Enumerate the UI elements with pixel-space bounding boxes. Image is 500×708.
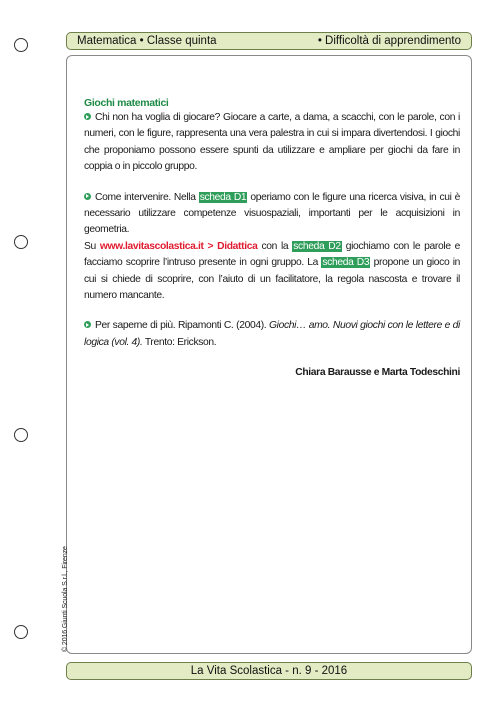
intro-paragraph [84, 110, 460, 176]
bullet-icon [84, 321, 91, 328]
reference-title: Giochi… amo. Nuovi giochi con le lettere e di logica (vol. 4). [84, 320, 461, 348]
online-text-a: Su [84, 240, 96, 252]
page-footer: La Vita Scolastica - n. 9 - 2016 [66, 662, 472, 680]
online-text-d: propone un gioco in cui si chiede di scoprire, con l’aiuto di un facilitatore, la regola nascosta e trovare il numero mancante. [84, 257, 461, 302]
header-subject: Matematica • Classe quinta [77, 35, 217, 47]
reference-publisher: Trento: Erickson. [144, 336, 217, 348]
binder-hole [14, 428, 28, 442]
binder-hole [14, 38, 28, 52]
how-to-text-b: operiamo con le figure una ricerca visiva, in cui è necessario utilizzare competenze visuospaziali, importanti per le acquisizioni in geometria. [84, 191, 461, 236]
website-link[interactable]: www.lavitascolastica.it > Didattica [99, 240, 258, 252]
online-paragraph [84, 239, 460, 305]
how-to-text-a: Come intervenire. Nella [95, 191, 196, 203]
author-signature: Chiara Barausse e Marta Todeschini [295, 367, 460, 379]
bullet-icon [84, 113, 91, 120]
page-header [66, 32, 472, 50]
scheda-d3-tag: scheda D3 [322, 257, 370, 269]
bullet-icon [84, 193, 91, 200]
binder-hole [14, 625, 28, 639]
scheda-d2-tag: scheda D2 [293, 240, 341, 252]
intro-text: Chi non ha voglia di giocare? Giocare a carte, a dama, a scacchi, con le parole, con i numeri, con le figure, rappresenta una vera palestra in cui si impara divertendosi. I giochi che proponiamo possono essere spunti da utilizzare e ampliare per giochi da fare in coppia o in piccolo gruppo. [84, 112, 460, 173]
reference-paragraph [84, 318, 460, 351]
copyright-notice: © 2016 Giunti Scuola S.r.l., Firenze [62, 546, 69, 652]
header-topic: • Difficoltà di apprendimento [317, 35, 461, 47]
online-text-b: con la [261, 240, 289, 252]
scheda-d1-tag: scheda D1 [199, 191, 247, 203]
online-text-c: giochiamo con le parole e facciamo scoprire l’intruso presente in ogni gruppo. La [84, 240, 461, 269]
binder-hole [14, 235, 28, 249]
article-title: Giochi matematici [84, 97, 169, 109]
how-to-paragraph [84, 190, 460, 239]
reference-author: Ripamonti C. (2004). [177, 320, 267, 332]
article [84, 96, 460, 382]
reference-label: Per saperne di più. [95, 320, 176, 332]
